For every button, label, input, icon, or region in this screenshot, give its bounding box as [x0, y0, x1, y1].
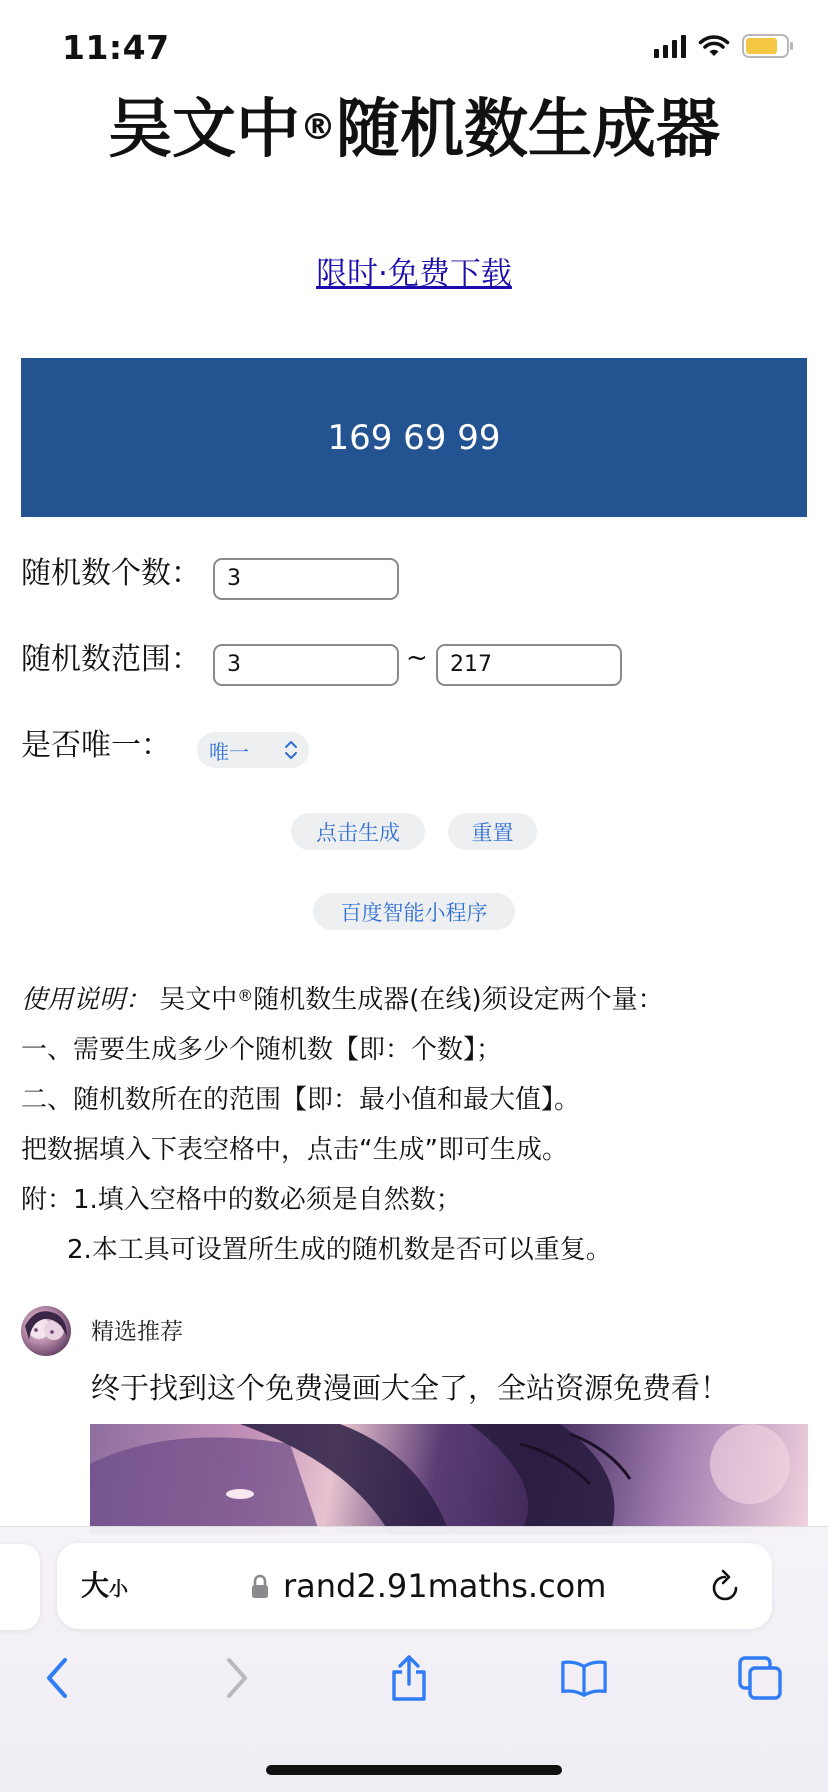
tabs-icon[interactable] [736, 1654, 784, 1702]
status-icons [654, 34, 794, 58]
forward-icon[interactable] [212, 1654, 260, 1702]
reset-button[interactable]: 重置 [448, 813, 537, 850]
instructions-label: 使用说明： [21, 985, 152, 1015]
instructions-line-4: 附：1.填入空格中的数必须是自然数； [21, 1185, 462, 1215]
usage-instructions [21, 975, 811, 1275]
range-label: 随机数范围： [21, 642, 201, 677]
address-bar[interactable] [57, 1543, 772, 1629]
recommendation-title: 精选推荐 [91, 1319, 183, 1345]
instructions-line-2: 二、随机数所在的范围【即：最小值和最大值】。 [21, 1085, 581, 1115]
unique-select[interactable] [197, 732, 309, 768]
count-label: 随机数个数： [21, 556, 201, 591]
generate-button[interactable]: 点击生成 [291, 813, 425, 850]
recommendation-image[interactable] [90, 1424, 808, 1534]
wifi-icon [698, 34, 730, 58]
format-label-big: 大 [81, 1569, 110, 1602]
title-suffix: 随机数生成器 [336, 93, 720, 167]
download-link[interactable]: 限时·免费下载 [316, 256, 512, 292]
page-format-button[interactable] [81, 1567, 128, 1608]
mini-program-button[interactable]: 百度智能小程序 [313, 893, 515, 930]
instructions-line-3: 把数据填入下表空格中，点击“生成”即可生成。 [21, 1135, 568, 1165]
range-min-input[interactable]: 3 [213, 644, 399, 686]
title-prefix: 吴文中 [108, 93, 300, 167]
reload-icon[interactable] [708, 1568, 742, 1608]
unique-selected-value: 唯一 [209, 739, 249, 764]
status-time: 11:47 [62, 28, 170, 67]
instructions-intro-text: 随机数生成器(在线)须设定两个量： [253, 985, 664, 1015]
instructions-intro [21, 975, 811, 1025]
battery-icon [742, 34, 794, 58]
result-value: 169 69 99 [327, 417, 501, 458]
instructions-registered-mark: ® [237, 986, 254, 1005]
page-title [0, 92, 828, 168]
recommendation-headline[interactable]: 终于找到这个免费漫画大全了，全站资源免费看！ [91, 1371, 730, 1405]
cellular-signal-icon [654, 34, 686, 58]
instructions-line-1: 一、需要生成多少个随机数【即：个数】； [21, 1035, 503, 1065]
range-separator: ~ [406, 643, 428, 673]
range-max-input[interactable]: 217 [436, 644, 622, 686]
url-text[interactable]: rand2.91maths.com [283, 1567, 607, 1605]
home-indicator [266, 1765, 562, 1775]
instructions-line-5: 2.本工具可设置所生成的随机数是否可以重复。 [67, 1235, 612, 1265]
status-bar [0, 0, 828, 96]
count-input[interactable]: 3 [213, 558, 399, 600]
chevron-up-down-icon [283, 739, 299, 766]
result-display [21, 358, 807, 517]
unique-label: 是否唯一： [21, 728, 171, 763]
registered-mark: ® [300, 107, 336, 148]
instructions-brand: 吴文中 [159, 985, 238, 1015]
bookmarks-icon[interactable] [560, 1654, 608, 1702]
recommendation-avatar[interactable] [21, 1306, 71, 1356]
back-icon[interactable] [34, 1654, 82, 1702]
lock-icon [250, 1574, 270, 1604]
previous-tab-peek[interactable] [0, 1544, 40, 1630]
format-label-small: 小 [109, 1578, 129, 1600]
share-icon[interactable] [385, 1654, 433, 1702]
